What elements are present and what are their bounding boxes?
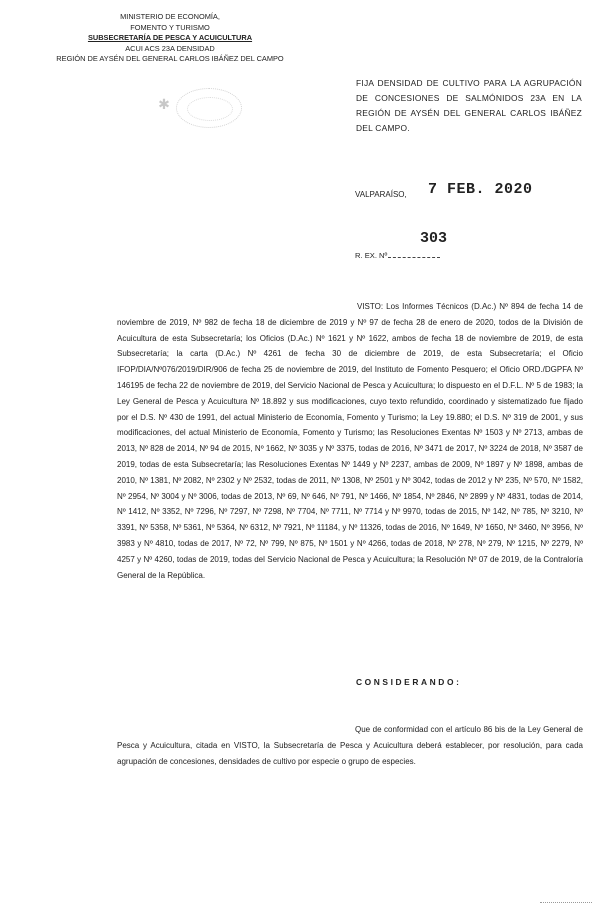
ministry-name: MINISTERIO DE ECONOMÍA, <box>120 12 220 21</box>
faded-seal-stamp <box>176 88 242 128</box>
resolution-exenta-label <box>355 251 440 260</box>
rex-label-text: R. EX. Nº <box>355 251 388 260</box>
considerando-title: CONSIDERANDO: <box>356 677 462 687</box>
ministry-name-2: FOMENTO Y TURISMO <box>130 22 210 32</box>
visto-paragraph: VISTO: Los Informes Técnicos (D.Ac.) Nº 894 de fecha 14 de noviembre de 2019, Nº 982 de fecha 18 de diciembre de 2019 y Nº 97 de fecha 28 de enero de 2020, todos de la División de Acuicultura de esta Subsecretaría; los Oficios (D.Ac.) Nº 1621 y Nº 1622, ambos de fecha 18 de noviembre de 2019, de esta Subsecretaría; la carta (D.Ac.) Nº 4261 de fecha 30 de diciembre de 2019, de esta Subsecretaría; el Oficio IFOP/DIA/Nº076/2019/DIR/906 de fecha 25 de noviembre de 2019, del Instituto de Fomento Pesquero; el Oficio ORD./DGPFA Nº 146195 de fecha 22 de noviembre de 2019, del Servicio Nacional de Pesca y Acuicultura; lo dispuesto en el D.F.L. Nº 5 de 1983; la Ley General de Pesca y Acuicultura Nº 18.892 y sus modificaciones, cuyo texto refundido, coordinado y sistematizado fue fijado por el D.S. Nº 430 de 1991, del actual Ministerio de Economía, Fomento y Turismo; la Ley 19.880; el D.S. Nº 319 de 2001, y sus modificaciones, del actual Ministerio de Economía, Fomento y Turismo; las Resoluciones Exentas Nº 1503 y Nº 2713, ambas de 2013, Nº 828 de 2014, Nº 94 de 2015, Nº 1662, Nº 3035 y Nº 3375, todas de 2016, Nº 3471 de 2017, Nº 3224 de 2018, Nº 3587 de 2019, todas de esta Subsecretaría; las Resoluciones Exentas Nº 1449 y Nº 2237, ambas de 2009, Nº 1897 y Nº 1898, ambas de 2010, Nº 1381, Nº 2082, Nº 2302 y Nº 2532, todas de 2011, Nº 1308, Nº 2501 y Nº 3042, todas de 2012 y Nº 235, Nº 570, Nº 1582, Nº 2954, Nº 3004 y Nº 3006, todas de 2013, Nº 69, Nº 646, Nº 791, Nº 1466, Nº 1854, Nº 2846, Nº 2899 y Nº 4831, todas de 2014, Nº 1412, Nº 3352, Nº 7296, Nº 7297, Nº 7298, Nº 7704, Nº 7711, Nº 7714 y Nº 9970, todas de 2015, Nº 142, Nº 785, Nº 3210, Nº 3391, Nº 5358, Nº 5361, Nº 5364, Nº 6312, Nº 7921, Nº 11184, y Nº 11326, todas de 2016, Nº 1649, Nº 1650, Nº 3460, Nº 3956, Nº 3983 y Nº 4810, todas de 2017, Nº 72, Nº 799, Nº 875, Nº 1501 y Nº 4266, todas de 2018, Nº 278, Nº 279, Nº 1215, Nº 2279, Nº 4257 y Nº 4260, todas de 2019, todas del Servicio Nacional de Pesca y Acuicultura; la Resolución Nº 07 de 2019, de la Contraloría General de la República. <box>117 302 583 580</box>
resolution-date-stamp: 7 FEB. 2020 <box>428 181 533 198</box>
considerando-paragraph-1: Que de conformidad con el artículo 86 bis de la Ley General de Pesca y Acuicultura, citada en VISTO, la Subsecretaría de Pesca y Acuicultura deberá establecer, por resolución, para cada agrupación de concesiones, densidades de cultivo por especie o grupo de especies. <box>117 725 583 766</box>
resolution-number-stamp: 303 <box>420 230 448 247</box>
place-label: VALPARAÍSO, <box>355 190 407 199</box>
stamp-mark-icon: ✱ <box>158 96 170 112</box>
subsecretaria-name: SUBSECRETARÍA DE PESCA Y ACUICULTURA <box>87 33 253 43</box>
visto-section <box>117 299 583 583</box>
rex-number-line <box>388 257 440 258</box>
resolution-subject: FIJA DENSIDAD DE CULTIVO PARA LA AGRUPACIÓN DE CONCESIONES DE SALMÓNIDOS 23A EN LA REGIÓN DE AYSÉN DEL GENERAL CARLOS IBÁÑEZ DEL CAMPO. <box>356 78 582 133</box>
footer-mark <box>540 902 592 903</box>
region-name: REGIÓN DE AYSÉN DEL GENERAL CARLOS IBÁÑEZ DEL CAMPO <box>56 54 284 64</box>
file-reference: ACUI ACS 23A DENSIDAD <box>125 43 215 53</box>
letterhead <box>52 12 288 65</box>
considerando-section <box>117 722 583 769</box>
